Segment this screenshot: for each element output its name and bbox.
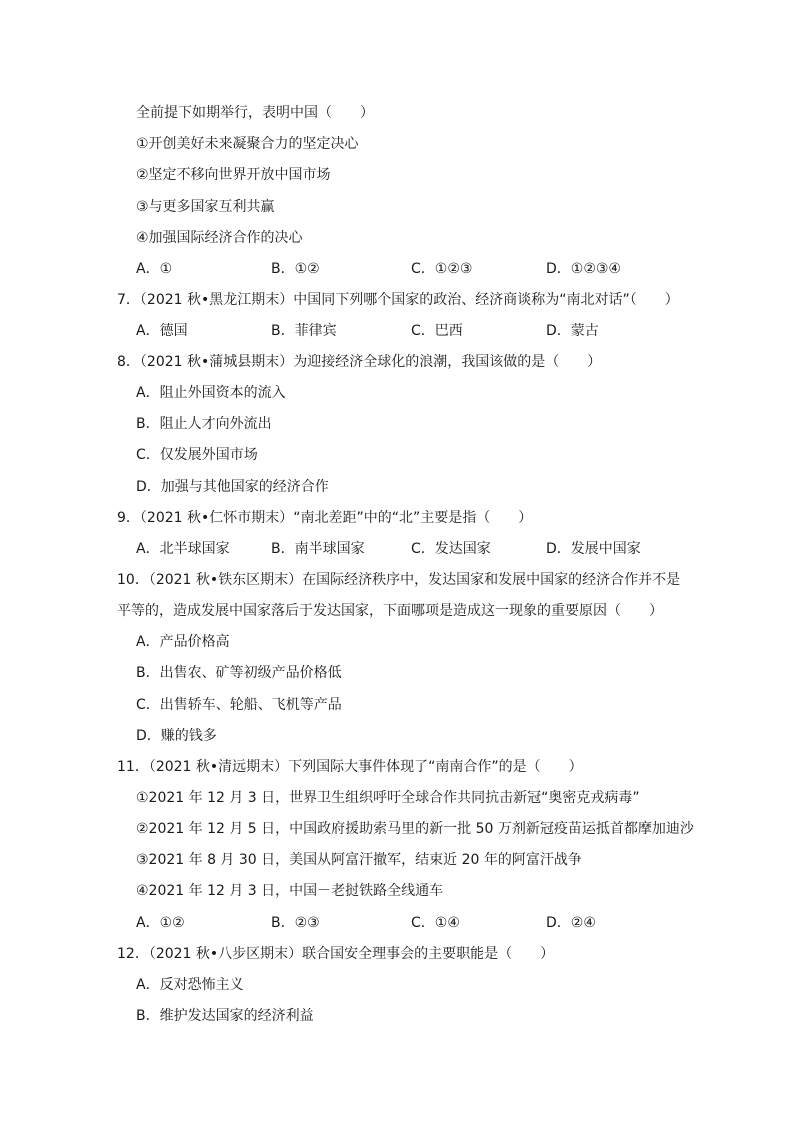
q11-item-1: ①2021 年 12 月 3 日，世界卫生组织呼吁全球合作共同抗击新冠“奥密克戎病毒”: [136, 790, 640, 806]
q6-item-4: ④加强国际经济合作的决心: [136, 230, 303, 246]
q7-option-b: B．菲律宾: [271, 323, 337, 339]
q11-option-d: D．②④: [546, 915, 596, 931]
q8-option-a: A．阻止外国资本的流入: [136, 385, 286, 401]
q6-option-b: B．①②: [271, 261, 320, 277]
q11-option-c: C．①④: [411, 915, 460, 931]
q9-stem: 9．（2021 秋•仁怀市期末）“南北差距”中的“北”主要是指（ ）: [117, 510, 533, 526]
q9-option-c: C．发达国家: [411, 541, 491, 557]
q11-option-b: B．②③: [271, 915, 320, 931]
q11-option-a: A．①②: [136, 915, 185, 931]
q11-item-3: ③2021 年 8 月 30 日，美国从阿富汗撤军，结束近 20 年的阿富汗战争: [136, 852, 582, 868]
q12-option-a: A．反对恐怖主义: [136, 977, 244, 993]
q9-option-b: B．南半球国家: [271, 541, 365, 557]
q7-option-c: C．巴西: [411, 323, 463, 339]
q11-item-2: ②2021 年 12 月 5 日，中国政府援助索马里的新一批 50 万剂新冠疫苗运抵首都摩加迪沙: [136, 821, 694, 837]
q10-option-b: B．出售农、矿等初级产品价格低: [136, 665, 342, 681]
q10-option-d: D．赚的钱多: [136, 728, 217, 744]
q8-option-b: B．阻止人才向外流出: [136, 416, 272, 432]
q8-stem: 8．（2021 秋•蒲城县期末）为迎接经济全球化的浪潮，我国该做的是（ ）: [117, 354, 602, 370]
q9-option-a: A．北半球国家: [136, 541, 230, 557]
q6-item-3: ③与更多国家互利共赢: [136, 199, 275, 215]
q8-option-c: C．仅发展外国市场: [136, 447, 258, 463]
q7-option-d: D．蒙古: [546, 323, 599, 339]
q11-stem: 11．（2021 秋•清远期末）下列国际大事件体现了“南南合作”的是（ ）: [117, 759, 583, 775]
q6-item-1: ①开创美好未来凝聚合力的坚定决心: [136, 136, 359, 152]
q8-option-d: D．加强与其他国家的经济合作: [136, 479, 329, 495]
q12-option-b: B．维护发达国家的经济利益: [136, 1008, 314, 1024]
q10-option-c: C．出售轿车、轮船、飞机等产品: [136, 697, 342, 713]
q7-stem: 7．（2021 秋•黑龙江期末）中国同下列哪个国家的政治、经济商谈称为“南北对话”（ ）: [117, 292, 679, 308]
q12-stem: 12．（2021 秋•八步区期末）联合国安全理事会的主要职能是（ ）: [117, 946, 555, 962]
q7-option-a: A．德国: [136, 323, 188, 339]
q6-stem-continuation: 全前提下如期举行，表明中国（ ）: [136, 105, 374, 121]
q10-stem-line-1: 10．（2021 秋•铁东区期末）在国际经济秩序中，发达国家和发展中国家的经济合作并不是: [117, 572, 681, 588]
q11-item-4: ④2021 年 12 月 3 日，中国－老挝铁路全线通车: [136, 883, 444, 899]
q6-option-d: D．①②③④: [546, 261, 621, 277]
q6-option-a: A．①: [136, 261, 173, 277]
q6-item-2: ②坚定不移向世界开放中国市场: [136, 167, 331, 183]
q9-option-d: D．发展中国家: [546, 541, 641, 557]
q10-option-a: A．产品价格高: [136, 634, 230, 650]
q6-option-c: C．①②③: [411, 261, 473, 277]
q10-stem-line-2: 平等的，造成发展中国家落后于发达国家，下面哪项是造成这一现象的重要原因（ ）: [117, 603, 663, 619]
